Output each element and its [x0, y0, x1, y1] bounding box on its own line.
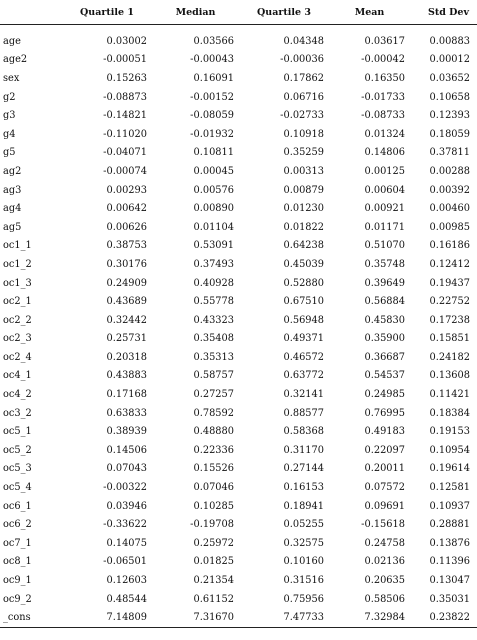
- cell-std-dev: 0.10658: [429, 91, 470, 103]
- cell-variable-name: g4: [3, 128, 16, 140]
- cell-std-dev: 0.18384: [429, 407, 470, 419]
- cell-std-dev: 0.35031: [429, 593, 470, 605]
- cell-quartile-3: 0.75956: [283, 593, 324, 605]
- cell-quartile-3: 0.32141: [283, 389, 324, 401]
- cell-quartile-3: 0.00879: [283, 184, 324, 196]
- header-mean: Mean: [329, 0, 410, 25]
- cell-quartile-1: 0.14075: [106, 537, 147, 549]
- cell-variable-name: oc5_4: [3, 482, 32, 494]
- cell-median: -0.00152: [190, 91, 234, 103]
- cell-std-dev: 0.11421: [429, 389, 470, 401]
- cell-mean: 0.35900: [364, 333, 405, 345]
- cell-std-dev: 0.12393: [429, 110, 470, 122]
- cell-std-dev: 0.00288: [429, 165, 470, 177]
- cell-variable-name: oc9_1: [3, 575, 32, 587]
- cell-mean: 0.36687: [364, 351, 405, 363]
- cell-std-dev: 0.10937: [429, 500, 470, 512]
- cell-variable-name: oc2_1: [3, 296, 32, 308]
- cell-quartile-3: 0.18941: [283, 500, 324, 512]
- cell-variable-name: oc9_2: [3, 593, 32, 605]
- cell-std-dev: 0.10954: [429, 444, 470, 456]
- cell-median: 0.07046: [193, 482, 234, 494]
- cell-quartile-3: 7.47733: [239, 608, 329, 627]
- cell-median: -0.01932: [190, 128, 234, 140]
- cell-median: 0.22336: [193, 444, 234, 456]
- cell-std-dev: 0.13876: [429, 537, 470, 549]
- cell-std-dev: 0.19153: [429, 426, 470, 438]
- cell-median: 0.43323: [193, 314, 234, 326]
- cell-quartile-3: -0.02733: [280, 110, 324, 122]
- table-row: [0, 385, 477, 404]
- cell-std-dev: 0.19437: [429, 277, 470, 289]
- cell-mean: 0.14806: [364, 147, 405, 159]
- cell-median: -0.08059: [190, 110, 234, 122]
- cell-std-dev: 0.12581: [429, 482, 470, 494]
- cell-variable-name: oc5_1: [3, 426, 32, 438]
- table-row: [0, 571, 477, 590]
- table-row: [0, 292, 477, 311]
- table-row: [0, 25, 477, 51]
- cell-median: 0.35313: [193, 351, 234, 363]
- cell-median: 7.31670: [152, 608, 239, 627]
- cell-variable-name: sex: [3, 72, 20, 84]
- cell-variable-name: oc5_2: [3, 444, 32, 456]
- cell-mean: 0.49183: [364, 426, 405, 438]
- cell-variable-name: oc1_2: [3, 258, 32, 270]
- cell-median: 0.40928: [193, 277, 234, 289]
- cell-quartile-3: 0.32575: [283, 537, 324, 549]
- cell-variable-name: ag4: [3, 203, 22, 215]
- cell-quartile-1: 7.14809: [62, 608, 152, 627]
- cell-quartile-1: 0.32442: [106, 314, 147, 326]
- table-row: [0, 88, 477, 107]
- cell-variable-name: oc5_3: [3, 463, 32, 475]
- cell-median: 0.00890: [193, 203, 234, 215]
- cell-quartile-1: 0.12603: [106, 575, 147, 587]
- cell-mean: 0.00921: [364, 203, 405, 215]
- cell-quartile-1: -0.00322: [103, 482, 147, 494]
- cell-variable-name: oc6_1: [3, 500, 32, 512]
- cell-quartile-1: 0.00642: [106, 203, 147, 215]
- cell-quartile-3: 0.49371: [283, 333, 324, 345]
- table-row: [0, 199, 477, 218]
- cell-std-dev: 0.11396: [429, 556, 470, 568]
- cell-std-dev: 0.37811: [429, 147, 470, 159]
- cell-quartile-1: 0.03002: [106, 35, 147, 47]
- cell-variable-name: oc6_2: [3, 519, 32, 531]
- cell-std-dev: 0.00392: [429, 184, 470, 196]
- table-row: [0, 348, 477, 367]
- cell-std-dev: 0.15851: [429, 333, 470, 345]
- cell-quartile-3: -0.00036: [280, 54, 324, 66]
- cell-quartile-3: 0.31170: [283, 444, 324, 456]
- cell-quartile-3: 0.67510: [283, 296, 324, 308]
- cell-variable-name: g5: [3, 147, 16, 159]
- cell-variable-name: oc2_4: [3, 351, 32, 363]
- cell-mean: 0.01324: [364, 128, 405, 140]
- cell-mean: 0.20011: [364, 463, 405, 475]
- cell-std-dev: 0.00883: [429, 35, 470, 47]
- cell-variable-name: oc7_1: [3, 537, 32, 549]
- cell-quartile-3: 0.52880: [283, 277, 324, 289]
- cell-median: 0.55778: [193, 296, 234, 308]
- cell-quartile-1: 0.38939: [106, 426, 147, 438]
- cell-mean: 0.51070: [364, 240, 405, 252]
- cell-median: 0.37493: [193, 258, 234, 270]
- cell-std-dev: 0.23822: [410, 608, 477, 627]
- cell-quartile-1: -0.14821: [103, 110, 147, 122]
- cell-variable-name: oc4_1: [3, 370, 32, 382]
- cell-std-dev: 0.28881: [429, 519, 470, 531]
- cell-std-dev: 0.00012: [429, 54, 470, 66]
- cell-std-dev: 0.24182: [429, 351, 470, 363]
- cell-quartile-3: 0.31516: [283, 575, 324, 587]
- cell-mean: 0.58506: [364, 593, 405, 605]
- cell-quartile-1: 0.48544: [106, 593, 147, 605]
- cell-mean: 0.03617: [364, 35, 405, 47]
- table-row: [0, 274, 477, 293]
- cell-quartile-1: 0.07043: [106, 463, 147, 475]
- cell-std-dev: 0.13608: [429, 370, 470, 382]
- cell-mean: 0.07572: [364, 482, 405, 494]
- cell-quartile-1: 0.14506: [106, 444, 147, 456]
- cell-median: 0.78592: [193, 407, 234, 419]
- cell-quartile-1: 0.15263: [106, 72, 147, 84]
- cell-mean: 0.39649: [364, 277, 405, 289]
- cell-quartile-1: 0.43689: [106, 296, 147, 308]
- cell-std-dev: 0.03652: [429, 72, 470, 84]
- cell-median: 0.35408: [193, 333, 234, 345]
- cell-quartile-3: 0.27144: [283, 463, 324, 475]
- cell-mean: 0.45830: [364, 314, 405, 326]
- table-row: [0, 422, 477, 441]
- cell-median: 0.00576: [193, 184, 234, 196]
- cell-median: 0.16091: [193, 72, 234, 84]
- cell-mean: -0.00042: [361, 54, 405, 66]
- cell-median: 0.01104: [193, 221, 234, 233]
- table-row: [0, 515, 477, 534]
- cell-quartile-1: 0.17168: [106, 389, 147, 401]
- table-row: [0, 441, 477, 460]
- cell-mean: 0.54537: [364, 370, 405, 382]
- header-quartile-3: Quartile 3: [239, 0, 329, 25]
- cell-std-dev: 0.22752: [429, 296, 470, 308]
- cell-quartile-3: 0.00313: [283, 165, 324, 177]
- table-row: [0, 534, 477, 553]
- cell-std-dev: 0.17238: [429, 314, 470, 326]
- cell-variable-name: g2: [3, 91, 16, 103]
- cell-mean: 0.16350: [364, 72, 405, 84]
- cell-quartile-3: 0.64238: [283, 240, 324, 252]
- cell-median: 0.10811: [193, 147, 234, 159]
- cell-variable-name: oc8_1: [3, 556, 32, 568]
- table-row: [0, 497, 477, 516]
- table-row: [0, 125, 477, 144]
- table-row: [0, 144, 477, 163]
- cell-quartile-3: 0.01822: [283, 221, 324, 233]
- cell-median: -0.19708: [190, 519, 234, 531]
- cell-quartile-3: 0.56948: [283, 314, 324, 326]
- cell-mean: 0.20635: [364, 575, 405, 587]
- cell-variable-name: ag2: [3, 165, 22, 177]
- cell-variable-name: oc2_3: [3, 333, 32, 345]
- cell-variable-name: g3: [3, 110, 16, 122]
- cell-quartile-1: -0.08873: [103, 91, 147, 103]
- cell-median: 0.01825: [193, 556, 234, 568]
- cell-quartile-3: 0.63772: [283, 370, 324, 382]
- cell-variable-name: oc4_2: [3, 389, 32, 401]
- cell-quartile-1: 0.38753: [106, 240, 147, 252]
- table-row: [0, 330, 477, 349]
- cell-mean: 0.00125: [364, 165, 405, 177]
- cell-median: 0.58757: [193, 370, 234, 382]
- cell-mean: 0.56884: [364, 296, 405, 308]
- cell-median: 0.21354: [193, 575, 234, 587]
- header-row: [0, 0, 477, 25]
- cell-median: -0.00043: [190, 54, 234, 66]
- cell-quartile-1: 0.00293: [106, 184, 147, 196]
- cell-quartile-1: 0.03946: [106, 500, 147, 512]
- cell-mean: 0.24985: [364, 389, 405, 401]
- cell-variable-name: oc2_2: [3, 314, 32, 326]
- cell-quartile-1: 0.24909: [106, 277, 147, 289]
- cell-median: 0.27257: [193, 389, 234, 401]
- cell-quartile-1: -0.06501: [103, 556, 147, 568]
- cell-mean: 0.35748: [364, 258, 405, 270]
- cell-variable-name: _cons: [0, 608, 62, 627]
- cell-mean: 0.01171: [364, 221, 405, 233]
- cell-variable-name: ag5: [3, 221, 22, 233]
- cell-quartile-1: 0.20318: [106, 351, 147, 363]
- cell-quartile-1: -0.00051: [103, 54, 147, 66]
- cell-quartile-3: 0.35259: [283, 147, 324, 159]
- cell-variable-name: age: [3, 35, 21, 47]
- cell-variable-name: oc1_1: [3, 240, 32, 252]
- cell-std-dev: 0.19614: [429, 463, 470, 475]
- cell-quartile-3: 0.10160: [283, 556, 324, 568]
- header-std-dev: Std Dev: [410, 0, 477, 25]
- table-row: [0, 367, 477, 386]
- table-row: [0, 311, 477, 330]
- cell-quartile-3: 0.46572: [283, 351, 324, 363]
- table-row: [0, 255, 477, 274]
- cell-quartile-1: -0.33622: [103, 519, 147, 531]
- cell-mean: 0.76995: [364, 407, 405, 419]
- cell-variable-name: age2: [3, 54, 28, 66]
- table-row: [0, 478, 477, 497]
- table-row: [0, 553, 477, 572]
- cell-variable-name: ag3: [3, 184, 22, 196]
- table-row: [0, 404, 477, 423]
- table-row: [0, 218, 477, 237]
- cell-std-dev: 0.13047: [429, 575, 470, 587]
- cell-quartile-3: 0.05255: [283, 519, 324, 531]
- cell-mean: -0.08733: [361, 110, 405, 122]
- table-row: [0, 51, 477, 70]
- table-body: [0, 25, 477, 628]
- cell-quartile-3: 0.58368: [283, 426, 324, 438]
- cell-std-dev: 0.00985: [429, 221, 470, 233]
- cell-quartile-3: 0.45039: [283, 258, 324, 270]
- cell-quartile-1: 0.30176: [106, 258, 147, 270]
- cell-mean: -0.01733: [361, 91, 405, 103]
- cell-quartile-1: 0.63833: [106, 407, 147, 419]
- cell-quartile-3: 0.06716: [283, 91, 324, 103]
- table-header: [0, 0, 477, 25]
- cell-median: 0.53091: [193, 240, 234, 252]
- cell-quartile-1: 0.00626: [106, 221, 147, 233]
- cell-std-dev: 0.00460: [429, 203, 470, 215]
- cell-quartile-3: 0.04348: [283, 35, 324, 47]
- cell-mean: 0.22097: [364, 444, 405, 456]
- cell-quartile-3: 0.17862: [283, 72, 324, 84]
- cell-std-dev: 0.16186: [429, 240, 470, 252]
- cell-median: 0.00045: [193, 165, 234, 177]
- cell-median: 0.10285: [193, 500, 234, 512]
- table-row: [0, 162, 477, 181]
- table-row: [0, 69, 477, 88]
- cell-quartile-1: 0.43883: [106, 370, 147, 382]
- header-quartile-1: Quartile 1: [62, 0, 152, 25]
- cell-mean: 0.09691: [364, 500, 405, 512]
- cell-variable-name: oc1_3: [3, 277, 32, 289]
- cell-median: 0.61152: [193, 593, 234, 605]
- table-row: [0, 237, 477, 256]
- cell-std-dev: 0.18059: [429, 128, 470, 140]
- cell-quartile-1: -0.00074: [103, 165, 147, 177]
- cell-variable-name: oc3_2: [3, 407, 32, 419]
- cell-std-dev: 0.12412: [429, 258, 470, 270]
- cell-median: 0.48880: [193, 426, 234, 438]
- cell-quartile-1: 0.25731: [106, 333, 147, 345]
- cell-quartile-1: -0.11020: [103, 128, 147, 140]
- cell-quartile-3: 0.01230: [283, 203, 324, 215]
- cell-mean: 0.00604: [364, 184, 405, 196]
- table-row: [0, 181, 477, 200]
- table-row: [0, 106, 477, 125]
- header-median: Median: [152, 0, 239, 25]
- table-row: [0, 460, 477, 479]
- cell-mean: 0.24758: [364, 537, 405, 549]
- cell-quartile-3: 0.16153: [283, 482, 324, 494]
- cell-mean: 7.32984: [329, 608, 410, 627]
- header-variable: [0, 0, 62, 25]
- cell-quartile-3: 0.88577: [283, 407, 324, 419]
- cell-median: 0.25972: [193, 537, 234, 549]
- table-row: [0, 608, 477, 627]
- cell-median: 0.15526: [193, 463, 234, 475]
- cell-mean: 0.02136: [364, 556, 405, 568]
- cell-median: 0.03566: [193, 35, 234, 47]
- table-row: [0, 590, 477, 609]
- cell-mean: -0.15618: [361, 519, 405, 531]
- cell-quartile-3: 0.10918: [283, 128, 324, 140]
- cell-quartile-1: -0.04071: [103, 147, 147, 159]
